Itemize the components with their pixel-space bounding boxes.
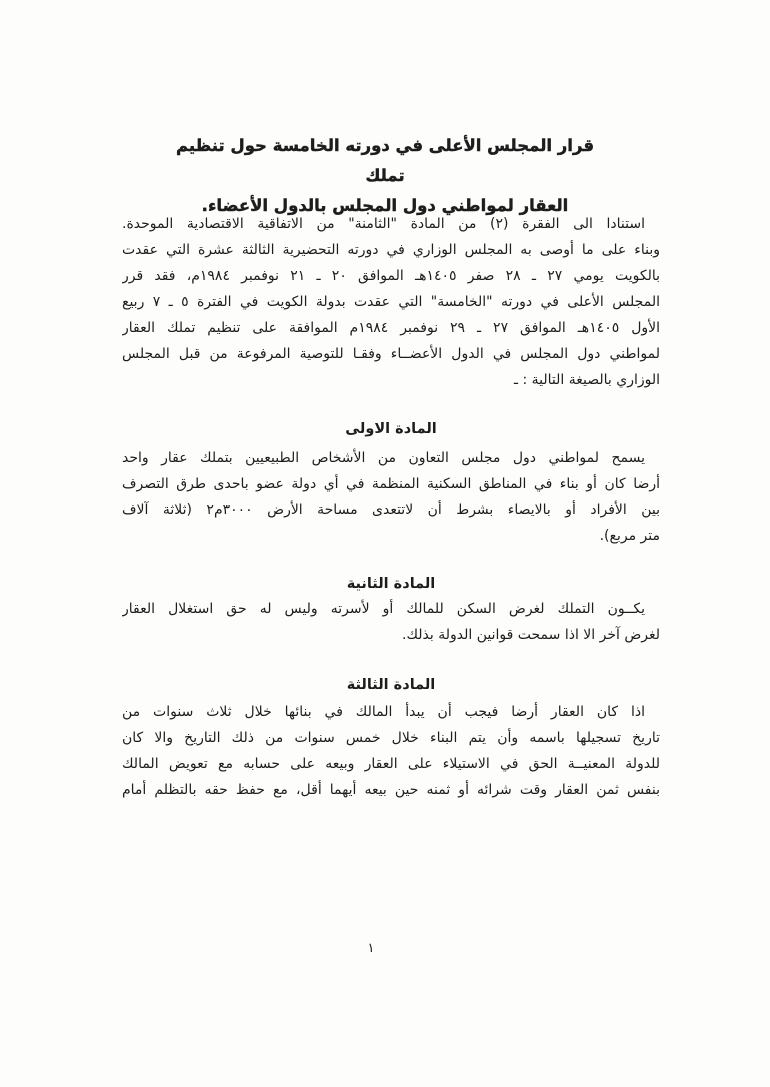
article-3-line: اذا كان العقار أرضا فيجب أن يبدأ المالك في بنائها خلال ثلاث سنوات من [122, 704, 645, 720]
article-3-line: بنفس ثمن العقار وقت شرائه أو ثمنه حين بيعه أيهما أقل، مع حفظ حقه بالتظلم أمام [122, 782, 660, 798]
article-3-body [122, 699, 660, 803]
article-1-line: يسمح لمواطني دول مجلس التعاون من الأشخاص الطبيعيين بتملك عقار واحد [122, 450, 645, 466]
article-1-line: أرضا كان أو بناء في المناطق السكنية المنظمة في أي دولة عضو باحدى طرق التصرف [122, 476, 660, 492]
article-1-line: بين الأفراد أو بالايصاء بشرط أن لاتتعدى مساحة الأرض ٣٠٠٠م٢ (ثلاثة آلاف [122, 502, 660, 518]
preamble-line: لمواطني دول المجلس في الدول الأعضــاء وفقـا للتوصية المرفوعة من قبل المجلس [122, 346, 660, 362]
preamble-line: الأول ١٤٠٥هـ الموافق ٢٧ ـ ٢٩ نوفمبر ١٩٨٤م الموافقة على تنظيم تملك العقار [122, 320, 660, 336]
document-title [160, 131, 610, 221]
preamble-line: الوزاري بالصيغة التالية : ـ [513, 372, 660, 388]
preamble-paragraph [122, 211, 660, 393]
article-2-line: لغرض آخر الا اذا سمحت قوانين الدولة بذلك. [402, 627, 660, 643]
document-title-line-1: قرار المجلس الأعلى في دورته الخامسة حول تنظيم تملك [175, 136, 595, 185]
article-2-heading: المادة الثانية [346, 576, 436, 592]
article-3-heading: المادة الثالثة [346, 677, 436, 693]
preamble-line: استنادا الى الفقرة (٢) من المادة "الثامنة" من الاتفاقية الاقتصادية الموحدة. [122, 216, 645, 232]
article-2-body [122, 596, 660, 648]
preamble-line: المجلس الأعلى في دورته "الخامسة" التي عقدت بدولة الكويت في الفترة ٥ ـ ٧ ربيع [122, 294, 660, 310]
document-title-line-2: العقار لمواطني دول المجلس بالدول الأعضاء. [201, 196, 569, 215]
article-2-line: يكــون التملك لغرض السكن للمالك أو لأسرته وليس له حق استغلال العقار [122, 601, 645, 617]
page-number: ١ [367, 941, 375, 956]
preamble-line: بالكويت يومي ٢٧ ـ ٢٨ صفر ١٤٠٥هـ الموافق ٢٠ ـ ٢١ نوفمبر ١٩٨٤م، فقد قرر [122, 268, 660, 284]
article-1-line: متر مربع). [599, 528, 660, 544]
article-1-heading: المادة الاولى [345, 421, 437, 437]
article-3-line: تاريخ تسجيلها باسمه وأن يتم البناء خلال خمس سنوات من ذلك التاريخ والا كان [122, 730, 660, 746]
preamble-line: وبناء على ما أوصى به المجلس الوزاري في دورته التحضيرية الثالثة عشرة التي عقدت [122, 242, 660, 258]
article-3-line: للدولة المعنيــة الحق في الاستيلاء على العقار وبيعه على حسابه مع تعويض المالك [122, 756, 660, 772]
article-1-body [122, 445, 660, 549]
